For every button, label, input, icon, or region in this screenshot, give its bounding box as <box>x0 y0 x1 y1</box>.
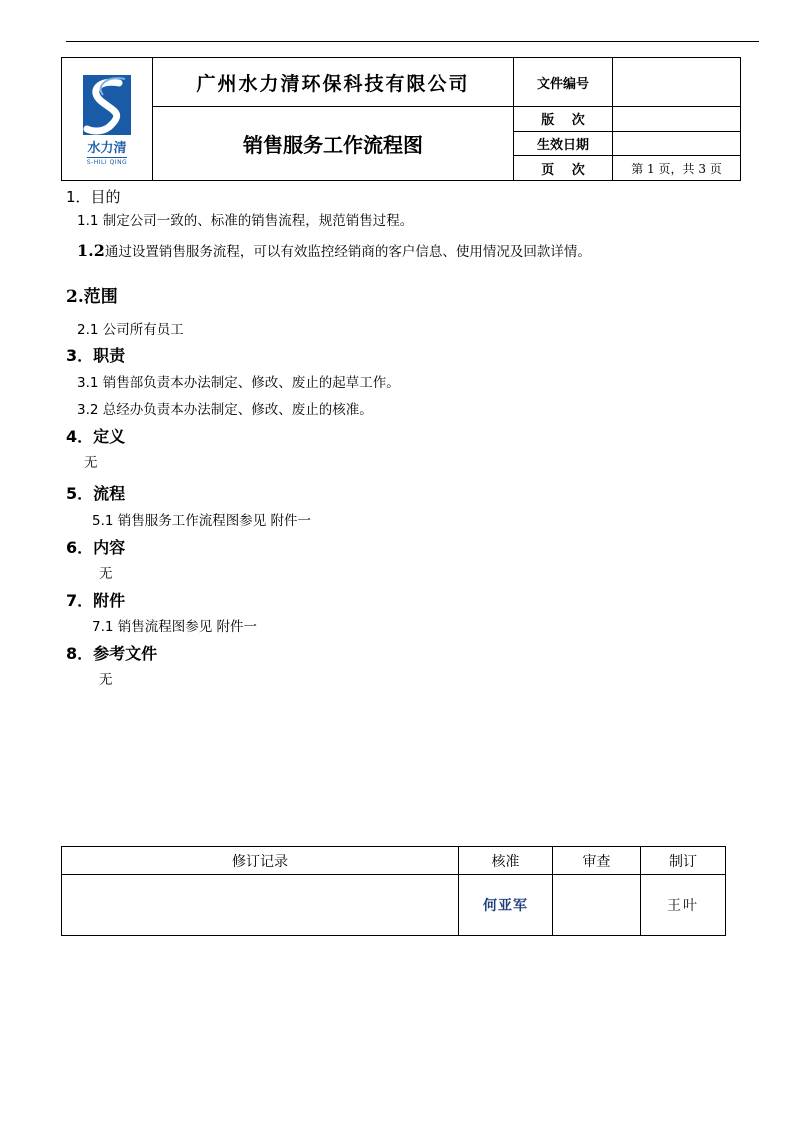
section-3-title: 3．职责 <box>66 346 126 365</box>
water-s-logo-icon <box>79 73 135 139</box>
file-no-label: 文件编号 <box>514 58 613 107</box>
page-label: 页 次 <box>514 156 613 181</box>
approve-header: 核准 <box>459 847 553 875</box>
company-logo <box>62 58 153 181</box>
section-2-title: 2.范围 <box>66 287 118 307</box>
section-1-2-number: 1.2 <box>77 241 105 260</box>
version-value <box>613 107 741 132</box>
section-3-1: 3.1 销售部负责本办法制定、修改、废止的起草工作。 <box>77 375 400 391</box>
make-header: 制订 <box>641 847 726 875</box>
section-1-title: 1．目的 <box>66 188 121 206</box>
review-header: 审查 <box>553 847 641 875</box>
section-7-title: 7．附件 <box>66 591 126 610</box>
file-no-value <box>613 58 741 107</box>
revision-record-header: 修订记录 <box>62 847 459 875</box>
company-name: 广州水力清环保科技有限公司 <box>153 58 514 107</box>
review-signature <box>553 875 641 936</box>
section-7-1: 7.1 销售流程图参见 附件一 <box>92 619 258 635</box>
section-3-2: 3.2 总经办负责本办法制定、修改、废止的核准。 <box>77 402 373 418</box>
section-8-title: 8．参考文件 <box>66 644 158 663</box>
effective-date-label: 生效日期 <box>514 131 613 156</box>
document-header-table <box>61 57 741 181</box>
section-6-body: 无 <box>99 566 113 582</box>
page-value: 第 1 页，共 3 页 <box>613 156 741 181</box>
make-signature: 王叶 <box>641 875 726 936</box>
section-1-2 <box>77 240 591 260</box>
logo-subtext: S-HILI QING <box>86 158 128 166</box>
section-1-1: 1.1 制定公司一致的、标准的销售流程，规范销售过程。 <box>77 213 414 229</box>
section-4-body: 无 <box>84 455 98 471</box>
section-5-title: 5．流程 <box>66 484 126 503</box>
section-2-1: 2.1 公司所有员工 <box>77 322 184 338</box>
section-1-2-text: 通过设置销售服务流程，可以有效监控经销商的客户信息、使用情况及回款详情。 <box>104 244 591 260</box>
section-6-title: 6．内容 <box>66 538 126 557</box>
effective-date-value <box>613 131 741 156</box>
approve-signature: 何亚军 <box>459 875 553 936</box>
revision-record-cell <box>62 875 459 936</box>
revision-table <box>61 846 726 936</box>
version-label: 版 次 <box>514 107 613 132</box>
logo-name: 水力清 <box>87 140 127 156</box>
document-title: 销售服务工作流程图 <box>153 107 514 181</box>
section-5-1: 5.1 销售服务工作流程图参见 附件一 <box>92 513 312 529</box>
section-8-body: 无 <box>99 672 113 688</box>
header-rule <box>66 41 759 42</box>
section-4-title: 4．定义 <box>66 427 126 446</box>
